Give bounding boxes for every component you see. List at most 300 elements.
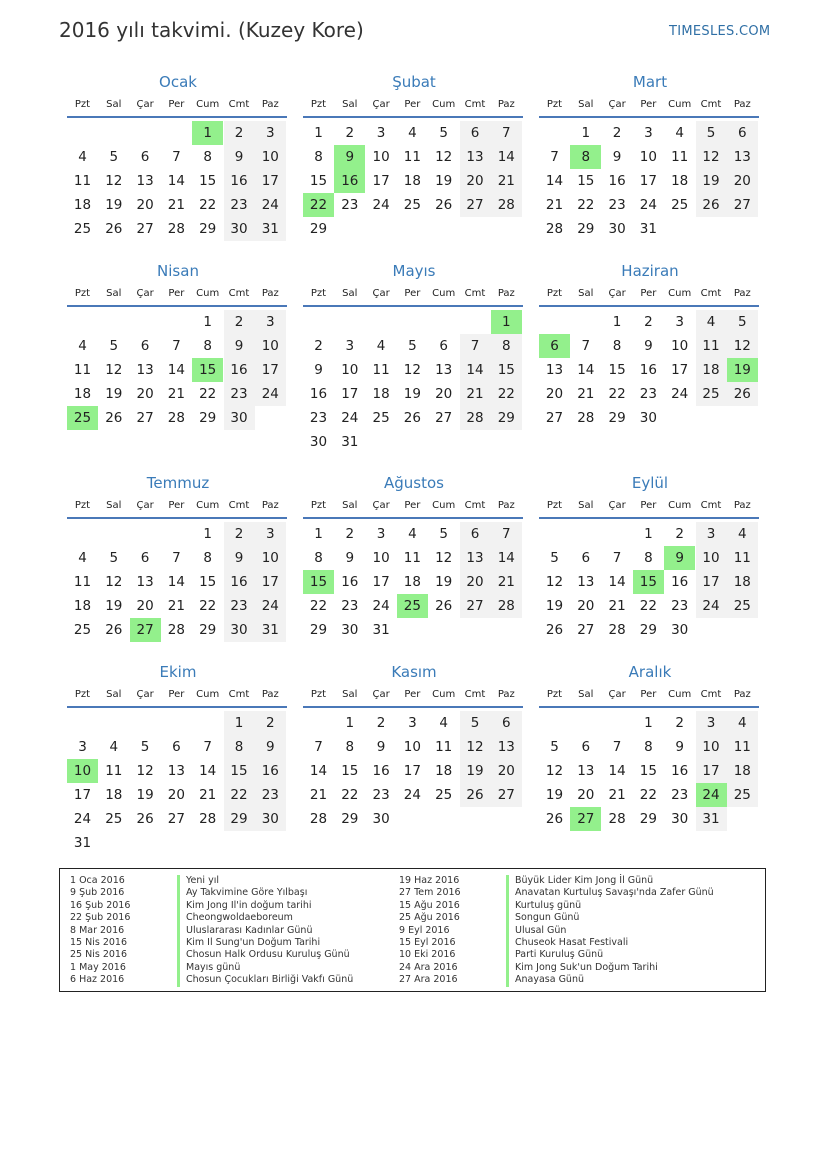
calendar-day: 24 <box>261 598 279 614</box>
calendar-day: 5 <box>706 125 716 141</box>
calendar-day: 14 <box>577 362 595 378</box>
calendar-day: 13 <box>136 362 154 378</box>
calendar-day: 22 <box>341 787 359 803</box>
calendar-day: 17 <box>341 386 359 402</box>
calendar-day: 24 <box>372 598 390 614</box>
calendar-day: 18 <box>73 197 92 213</box>
calendar-day: 29 <box>309 622 328 638</box>
calendar-day: 31 <box>639 221 657 237</box>
weekday-label: Cum <box>196 288 220 299</box>
calendar-day: 3 <box>706 526 716 542</box>
calendar-day: 27 <box>466 197 484 213</box>
weekday-label: Çar <box>372 689 390 700</box>
calendar-day: 1 <box>234 715 244 731</box>
days-grid <box>303 310 525 454</box>
calendar-day: 14 <box>167 173 185 189</box>
holiday-name: Chuseok Hasat Festivali <box>515 936 629 948</box>
calendar-day: 7 <box>172 338 181 354</box>
calendar-day: 18 <box>73 598 92 614</box>
calendar-day: 22 <box>309 598 328 614</box>
calendar-day: 4 <box>738 715 747 731</box>
calendar-day: 17 <box>702 574 720 590</box>
calendar-day: 10 <box>261 338 279 354</box>
weekday-label: Çar <box>372 99 390 110</box>
weekday-label: Sal <box>106 500 122 511</box>
calendar-day: 8 <box>644 550 653 566</box>
calendar-day: 29 <box>341 811 359 827</box>
calendar-day: 8 <box>345 739 355 755</box>
calendar-day: 26 <box>105 410 123 426</box>
holiday-date: 10 Eki 2016 <box>399 949 456 961</box>
calendar-day: 19 <box>545 787 564 803</box>
weekday-header <box>539 99 761 113</box>
weekday-label: Per <box>168 99 185 110</box>
calendar-day: 28 <box>199 811 217 827</box>
weekday-label: Cum <box>432 288 456 299</box>
calendar-day: 26 <box>435 598 453 614</box>
weekday-label: Paz <box>733 689 751 700</box>
holiday-day: 24 <box>696 783 727 807</box>
holiday-names-column-1 <box>177 875 353 987</box>
calendar-day: 11 <box>733 739 751 755</box>
calendar-day: 24 <box>261 197 279 213</box>
calendar-day: 18 <box>73 386 92 402</box>
calendar-day: 28 <box>608 811 626 827</box>
calendar-day: 28 <box>577 410 595 426</box>
calendar-day: 29 <box>577 221 595 237</box>
holiday-name: Kim Jong Suk'un Doğum Tarihi <box>515 961 658 973</box>
holiday-day: 15 <box>633 570 664 594</box>
calendar-day: 10 <box>671 338 689 354</box>
calendar-day: 23 <box>341 197 359 213</box>
calendar-day: 6 <box>738 125 747 141</box>
calendar-day: 11 <box>73 173 92 189</box>
calendar-day: 2 <box>376 715 386 731</box>
calendar-day: 24 <box>702 598 720 614</box>
calendar-day: 12 <box>545 574 564 590</box>
calendar-day: 17 <box>639 173 657 189</box>
calendar-day: 24 <box>341 410 359 426</box>
calendar-day: 14 <box>497 550 515 566</box>
calendar-day: 24 <box>639 197 657 213</box>
calendar-day: 6 <box>470 526 480 542</box>
calendar-day: 9 <box>234 338 244 354</box>
calendar-day: 25 <box>73 221 92 237</box>
weekday-label: Sal <box>342 288 358 299</box>
calendar-day: 26 <box>136 811 154 827</box>
calendar-day: 16 <box>639 362 657 378</box>
holiday-name: Kim Il Sung'un Doğum Tarihi <box>186 936 321 948</box>
calendar-day: 26 <box>545 622 564 638</box>
holiday-date: 1 May 2016 <box>70 961 126 973</box>
calendar-day: 29 <box>199 410 217 426</box>
calendar-day: 12 <box>466 739 484 755</box>
weekday-label: Per <box>640 288 657 299</box>
calendar-day: 21 <box>309 787 328 803</box>
calendar-day: 2 <box>234 314 244 330</box>
weekday-label: Pzt <box>310 500 327 511</box>
calendar-day: 24 <box>261 386 279 402</box>
weekday-label: Cmt <box>228 689 250 700</box>
calendar-day: 27 <box>136 221 154 237</box>
calendar-day: 15 <box>199 574 217 590</box>
calendar-day: 30 <box>261 811 279 827</box>
calendar-day: 15 <box>341 763 359 779</box>
calendar-day: 24 <box>73 811 92 827</box>
calendar-day: 12 <box>435 550 453 566</box>
holiday-date: 27 Ara 2016 <box>399 974 458 986</box>
weekday-label: Pzt <box>310 99 327 110</box>
calendar-day: 27 <box>466 598 484 614</box>
weekday-label: Paz <box>261 99 279 110</box>
calendar-day: 4 <box>376 338 386 354</box>
days-grid <box>539 522 761 642</box>
weekday-label: Cum <box>196 689 220 700</box>
calendar-day: 7 <box>172 550 181 566</box>
calendar-day: 3 <box>706 715 716 731</box>
weekday-label: Cmt <box>700 689 722 700</box>
calendar-day: 24 <box>372 197 390 213</box>
calendar-day: 10 <box>702 739 720 755</box>
calendar-day: 21 <box>167 197 185 213</box>
calendar-day: 18 <box>702 362 720 378</box>
calendar-day: 29 <box>199 622 217 638</box>
calendar-day: 13 <box>733 149 751 165</box>
calendar-day: 21 <box>608 787 626 803</box>
calendar-day: 22 <box>497 386 515 402</box>
calendar-day: 25 <box>372 410 390 426</box>
calendar-day: 3 <box>266 526 275 542</box>
calendar-day: 2 <box>644 314 653 330</box>
calendar-day: 22 <box>639 598 657 614</box>
calendar-day: 23 <box>261 787 279 803</box>
holiday-date: 25 Ağu 2016 <box>399 912 460 924</box>
days-grid <box>67 711 289 855</box>
calendar-day: 13 <box>466 550 484 566</box>
holiday-name: Chosun Halk Ordusu Kuruluş Günü <box>186 949 350 961</box>
calendar-day: 7 <box>502 526 511 542</box>
calendar-day: 26 <box>435 197 453 213</box>
calendar-day: 15 <box>230 763 248 779</box>
calendar-day: 7 <box>314 739 323 755</box>
calendar-day: 26 <box>105 622 123 638</box>
calendar-day: 8 <box>502 338 511 354</box>
calendar-day: 10 <box>639 149 657 165</box>
calendar-day: 9 <box>644 338 653 354</box>
holiday-date: 9 Eyl 2016 <box>399 924 450 936</box>
calendar-day: 11 <box>73 362 92 378</box>
weekday-label: Çar <box>608 689 626 700</box>
calendar-day: 4 <box>675 125 684 141</box>
weekday-label: Çar <box>608 500 626 511</box>
calendar-day: 9 <box>314 362 323 378</box>
holiday-name: Cheongwoldaeboreum <box>186 912 293 924</box>
calendar-day: 15 <box>199 173 217 189</box>
holiday-name: Parti Kuruluş Günü <box>515 949 604 961</box>
holiday-date: 25 Nis 2016 <box>70 949 127 961</box>
calendar-day: 28 <box>497 598 515 614</box>
holiday-day: 8 <box>570 145 601 169</box>
calendar-day: 12 <box>702 149 720 165</box>
weekday-label: Sal <box>106 288 122 299</box>
calendar-day: 18 <box>733 574 751 590</box>
calendar-day: 19 <box>435 173 453 189</box>
header-rule <box>303 305 523 307</box>
calendar-day: 13 <box>545 362 564 378</box>
weekday-label: Sal <box>578 500 594 511</box>
weekday-label: Cmt <box>700 288 722 299</box>
calendar-day: 19 <box>702 173 720 189</box>
weekday-header <box>303 288 525 302</box>
days-grid <box>539 310 761 430</box>
weekday-label: Sal <box>342 99 358 110</box>
calendar-day: 27 <box>435 410 453 426</box>
calendar-day: 30 <box>372 811 390 827</box>
calendar-day: 7 <box>550 149 559 165</box>
calendar-day: 1 <box>644 526 653 542</box>
calendar-day: 11 <box>372 362 390 378</box>
holiday-name: Uluslararası Kadınlar Günü <box>186 924 313 936</box>
calendar-day: 2 <box>314 338 323 354</box>
calendar-day: 10 <box>372 550 390 566</box>
month-name: Mayıs <box>392 262 436 280</box>
holiday-date: 24 Ara 2016 <box>399 961 458 973</box>
weekday-header <box>67 689 289 703</box>
site-logo[interactable]: TIMESLES.COM <box>669 24 771 39</box>
calendar-day: 1 <box>203 314 212 330</box>
calendar-day: 3 <box>376 125 386 141</box>
calendar-day: 15 <box>639 763 657 779</box>
calendar-day: 23 <box>372 787 390 803</box>
weekday-label: Paz <box>261 288 279 299</box>
calendar-day: 19 <box>136 787 154 803</box>
weekday-label: Pzt <box>546 689 563 700</box>
calendar-day: 3 <box>345 338 355 354</box>
holiday-name: Kurtuluş günü <box>515 899 582 911</box>
calendar-day: 29 <box>199 221 217 237</box>
calendar-day: 22 <box>608 386 626 402</box>
calendar-day: 18 <box>733 763 751 779</box>
holiday-date: 15 Nis 2016 <box>70 936 127 948</box>
calendar-day: 10 <box>261 550 279 566</box>
calendar-day: 16 <box>372 763 390 779</box>
calendar-day: 20 <box>497 763 515 779</box>
weekday-label: Sal <box>578 288 594 299</box>
calendar-day: 24 <box>671 386 689 402</box>
calendar-day: 6 <box>439 338 448 354</box>
calendar-day: 15 <box>577 173 595 189</box>
weekday-label: Sal <box>106 99 122 110</box>
calendar-day: 2 <box>234 526 244 542</box>
calendar-day: 4 <box>78 149 87 165</box>
calendar-day: 4 <box>408 526 417 542</box>
calendar-day: 11 <box>671 149 689 165</box>
calendar-day: 1 <box>314 125 323 141</box>
header-rule <box>67 305 287 307</box>
calendar-day: 2 <box>234 125 244 141</box>
calendar-day: 1 <box>581 125 591 141</box>
calendar-day: 31 <box>73 835 92 851</box>
month-name: Nisan <box>157 262 199 280</box>
calendar-day: 17 <box>403 763 421 779</box>
calendar-day: 27 <box>497 787 515 803</box>
calendar-day: 20 <box>167 787 185 803</box>
calendar-day: 8 <box>234 739 244 755</box>
holiday-date: 15 Ağu 2016 <box>399 899 460 911</box>
weekday-label: Çar <box>608 99 626 110</box>
weekday-header <box>539 500 761 514</box>
calendar-day: 5 <box>109 338 119 354</box>
holiday-date: 8 Mar 2016 <box>70 924 125 936</box>
calendar-day: 1 <box>345 715 355 731</box>
calendar-day: 16 <box>671 574 689 590</box>
weekday-label: Çar <box>608 288 626 299</box>
calendar-day: 13 <box>435 362 453 378</box>
weekday-label: Çar <box>372 288 390 299</box>
month-name: Temmuz <box>146 474 210 492</box>
calendar-day: 12 <box>435 149 453 165</box>
holiday-day: 27 <box>130 618 161 642</box>
calendar-day: 7 <box>581 338 591 354</box>
calendar-day: 28 <box>545 221 564 237</box>
weekday-label: Paz <box>733 500 751 511</box>
weekday-label: Paz <box>497 288 515 299</box>
weekday-label: Cmt <box>228 288 250 299</box>
calendar-day: 20 <box>136 386 154 402</box>
calendar-day: 11 <box>73 574 92 590</box>
calendar-day: 6 <box>502 715 511 731</box>
days-grid <box>539 711 761 831</box>
calendar-day: 26 <box>466 787 484 803</box>
calendar-day: 7 <box>612 739 622 755</box>
calendar-day: 28 <box>167 221 185 237</box>
weekday-label: Cmt <box>700 500 722 511</box>
holiday-day: 9 <box>334 145 365 169</box>
calendar-day: 17 <box>372 574 390 590</box>
calendar-day: 16 <box>341 574 359 590</box>
calendar-day: 11 <box>403 149 421 165</box>
weekday-label: Paz <box>261 500 279 511</box>
calendar-day: 19 <box>403 386 421 402</box>
weekday-label: Cmt <box>700 99 722 110</box>
weekday-label: Sal <box>106 689 122 700</box>
calendar-day: 3 <box>408 715 417 731</box>
weekday-header <box>67 99 289 113</box>
weekday-label: Pzt <box>74 500 91 511</box>
calendar-day: 22 <box>639 787 657 803</box>
calendar-day: 25 <box>671 197 689 213</box>
calendar-day: 27 <box>136 410 154 426</box>
days-grid <box>303 522 525 642</box>
calendar-day: 10 <box>372 149 390 165</box>
calendar-day: 11 <box>403 550 421 566</box>
calendar-day: 5 <box>439 125 448 141</box>
calendar-day: 17 <box>702 763 720 779</box>
calendar-day: 25 <box>702 386 720 402</box>
weekday-label: Çar <box>136 689 154 700</box>
weekday-label: Cum <box>668 99 692 110</box>
holiday-name: Yeni yıl <box>186 875 219 886</box>
calendar-day: 3 <box>644 125 653 141</box>
calendar-day: 23 <box>639 386 657 402</box>
weekday-label: Sal <box>578 99 594 110</box>
calendar-day: 13 <box>497 739 515 755</box>
calendar-day: 17 <box>372 173 390 189</box>
calendar-day: 3 <box>376 526 386 542</box>
calendar-day: 8 <box>314 550 323 566</box>
weekday-label: Cum <box>668 288 692 299</box>
calendar-day: 20 <box>577 598 595 614</box>
calendar-day: 12 <box>105 173 123 189</box>
calendar-day: 20 <box>466 574 484 590</box>
calendar-day: 3 <box>266 125 275 141</box>
calendar-day: 28 <box>309 811 328 827</box>
calendar-day: 5 <box>408 338 417 354</box>
calendar-day: 27 <box>733 197 751 213</box>
calendar-day: 4 <box>706 314 716 330</box>
holiday-name: Mayıs günü <box>186 961 241 973</box>
holiday-day: 25 <box>397 594 428 618</box>
calendar-day: 7 <box>502 125 511 141</box>
calendar-day: 31 <box>261 221 279 237</box>
weekday-label: Sal <box>578 689 594 700</box>
calendar-day: 19 <box>105 197 123 213</box>
calendar-day: 4 <box>78 338 87 354</box>
calendar-day: 22 <box>199 197 217 213</box>
month-name: Haziran <box>621 262 679 280</box>
calendar-day: 20 <box>733 173 751 189</box>
calendar-day: 14 <box>466 362 484 378</box>
header-rule <box>67 116 287 118</box>
days-grid <box>67 310 289 430</box>
calendar-day: 11 <box>702 338 720 354</box>
calendar-day: 6 <box>140 550 150 566</box>
calendar-day: 6 <box>172 739 181 755</box>
calendar-day: 5 <box>109 149 119 165</box>
weekday-label: Cum <box>196 500 220 511</box>
calendar-day: 4 <box>109 739 119 755</box>
calendar-day: 29 <box>497 410 515 426</box>
calendar-day: 13 <box>466 149 484 165</box>
calendar-day: 3 <box>675 314 684 330</box>
calendar-day: 16 <box>309 386 328 402</box>
calendar-day: 27 <box>577 622 595 638</box>
calendar-day: 1 <box>644 715 653 731</box>
calendar-day: 29 <box>639 622 657 638</box>
calendar-day: 22 <box>230 787 248 803</box>
days-grid <box>539 121 761 241</box>
calendar-day: 12 <box>136 763 154 779</box>
calendar-day: 4 <box>408 125 417 141</box>
weekday-label: Per <box>168 500 185 511</box>
weekday-label: Cum <box>432 99 456 110</box>
calendar-day: 25 <box>435 787 453 803</box>
calendar-day: 30 <box>608 221 626 237</box>
header-rule <box>539 517 759 519</box>
month-name: Aralık <box>628 663 672 681</box>
calendar-day: 26 <box>545 811 564 827</box>
holiday-dates-column-2 <box>399 875 461 987</box>
holiday-day: 1 <box>491 310 522 334</box>
calendar-day: 5 <box>439 526 448 542</box>
calendar-day: 20 <box>435 386 453 402</box>
weekday-label: Cum <box>432 689 456 700</box>
holiday-date: 6 Haz 2016 <box>70 974 125 986</box>
weekday-label: Paz <box>261 689 279 700</box>
calendar-day: 5 <box>140 739 150 755</box>
calendar-day: 10 <box>341 362 359 378</box>
calendar-day: 8 <box>612 338 622 354</box>
